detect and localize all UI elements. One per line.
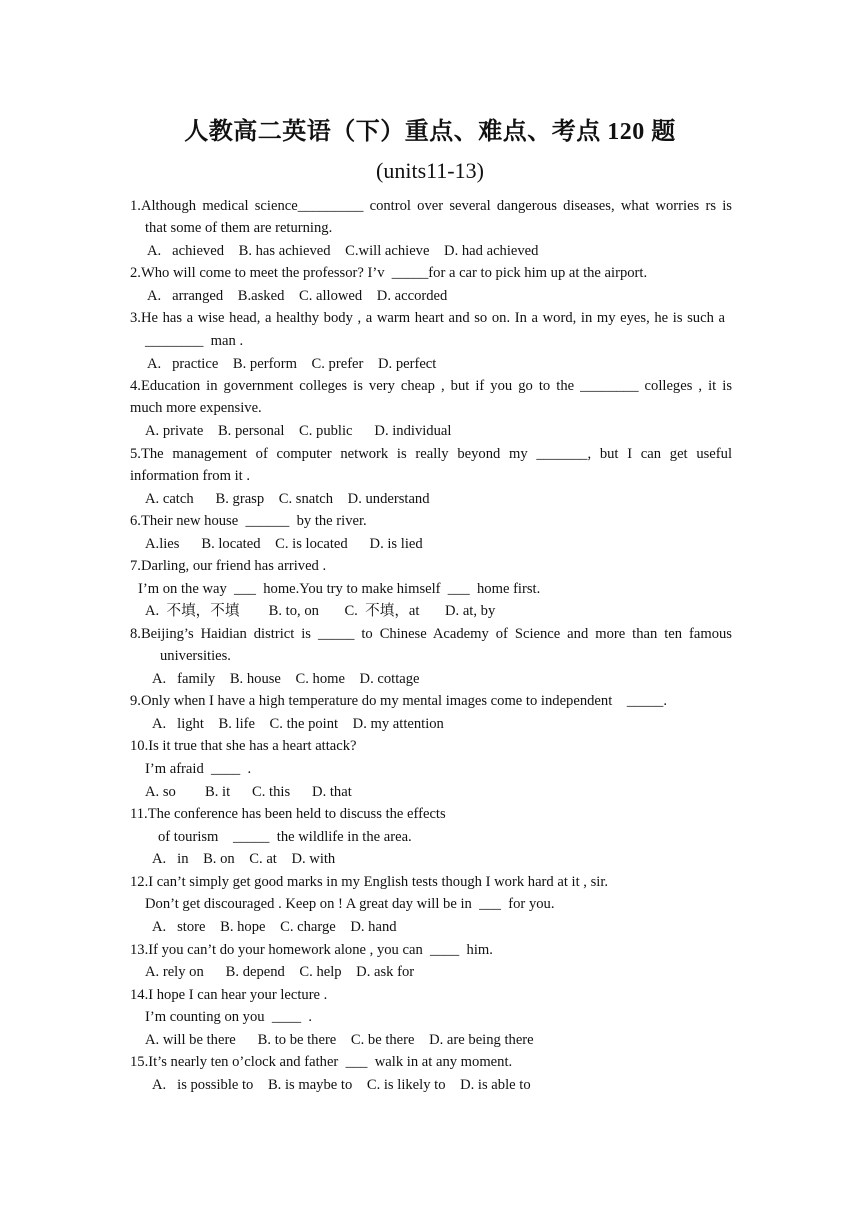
question-6-line-1: 6.Their new house ______ by the river.: [130, 513, 367, 529]
question-6-options: A.lies B. located C. is located D. is lied: [145, 536, 423, 552]
question-13-options: A. rely on B. depend C. help D. ask for: [145, 964, 415, 980]
question-11-options: A. in B. on C. at D. with: [152, 851, 336, 867]
question-13-line-1: 13.If you can’t do your homework alone , you can ____ him.: [130, 942, 493, 958]
question-7-line-1: 7.Darling, our friend has arrived .: [130, 558, 327, 574]
question-1-line-1: 1.Although medical science_________ control over several dangerous diseases, what worries rs is: [130, 198, 732, 214]
question-1-options: A. achieved B. has achieved C.will achieve D. had achieved: [147, 243, 539, 259]
page-title: 人教高二英语（下）重点、难点、考点 120 题: [184, 119, 676, 145]
question-2-options: A. arranged B.asked C. allowed D. accorded: [147, 288, 448, 304]
question-12-line-2: Don’t get discouraged . Keep on ! A great day will be in ___ for you.: [145, 896, 555, 912]
question-8-line-1: 8.Beijing’s Haidian district is _____ to Chinese Academy of Science and more than ten famous: [130, 626, 732, 642]
question-5-line-1: 5.The management of computer network is really beyond my _______, but I can get useful: [130, 446, 732, 462]
question-9-line-1: 9.Only when I have a high temperature do my mental images come to independent _____.: [130, 693, 667, 709]
question-8-options: A. family B. house C. home D. cottage: [152, 671, 420, 687]
question-15-line-1: 15.It’s nearly ten o’clock and father ___ walk in at any moment.: [130, 1054, 513, 1070]
question-3-options: A. practice B. perform C. prefer D. perfect: [147, 356, 437, 372]
question-5-options: A. catch B. grasp C. snatch D. understand: [145, 491, 430, 507]
question-9-options: A. light B. life C. the point D. my attention: [152, 716, 444, 732]
question-4-line-1: 4.Education in government colleges is very cheap , but if you go to the ________ colleges , it is: [130, 378, 732, 394]
question-15-options: A. is possible to B. is maybe to C. is likely to D. is able to: [152, 1077, 531, 1093]
question-5-line-2: information from it .: [130, 468, 250, 484]
question-7-options: A. 不填，不填 B. to, on C. 不填，at D. at, by: [145, 603, 496, 619]
question-3-line-1: 3.He has a wise head, a healthy body , a warm heart and so on. In a word, in my eyes, he is such a: [130, 310, 725, 326]
question-8-line-2: universities.: [160, 648, 231, 664]
question-10-line-2: I’m afraid ____ .: [145, 761, 252, 777]
question-12-options: A. store B. hope C. charge D. hand: [152, 919, 397, 935]
question-4-line-2: much more expensive.: [130, 400, 262, 416]
question-14-options: A. will be there B. to be there C. be there D. are being there: [145, 1032, 534, 1048]
question-3-line-2: ________ man .: [145, 333, 244, 349]
page-subtitle: (units11-13): [376, 158, 484, 183]
question-4-options: A. private B. personal C. public D. individual: [145, 423, 452, 439]
question-7-line-2: I’m on the way ___ home.You try to make himself ___ home first.: [138, 581, 541, 597]
question-14-line-2: I’m counting on you ____ .: [145, 1009, 313, 1025]
question-11-line-2: of tourism _____ the wildlife in the area.: [158, 829, 412, 845]
question-12-line-1: 12.I can’t simply get good marks in my English tests though I work hard at it , sir.: [130, 874, 609, 890]
question-14-line-1: 14.I hope I can hear your lecture .: [130, 987, 328, 1003]
question-11-line-1: 11.The conference has been held to discuss the effects: [130, 806, 446, 822]
question-2-line-1: 2.Who will come to meet the professor? I’v _____for a car to pick him up at the airport.: [130, 265, 648, 281]
question-10-options: A. so B. it C. this D. that: [145, 784, 352, 800]
question-1-line-2: that some of them are returning.: [145, 220, 333, 236]
question-10-line-1: 10.Is it true that she has a heart attack?: [130, 738, 357, 754]
